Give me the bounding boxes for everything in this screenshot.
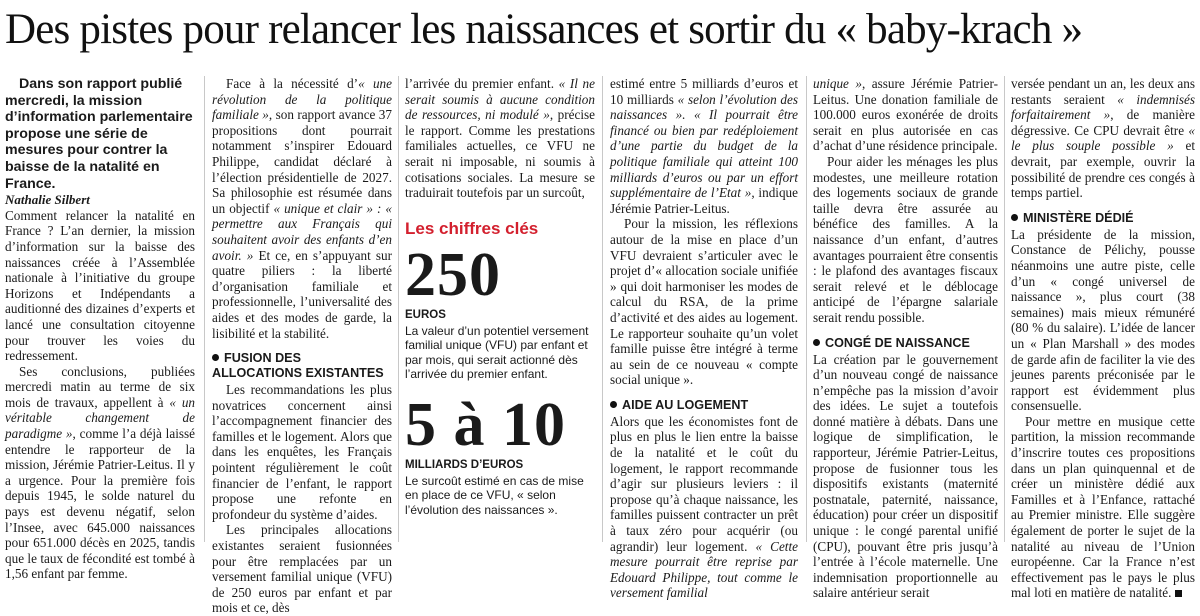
column-rule <box>204 76 205 542</box>
headline: Des pistes pour relancer les naissances et sortir du « baby-krach » <box>5 6 1083 53</box>
stat-value: 250 <box>405 241 501 310</box>
column-rule <box>602 76 603 542</box>
chapo: Dans son rapport publié mercredi, la mission d’information parlementaire propose une série de mesures pour contrer la baisse de la natalité en France. <box>5 76 193 192</box>
paragraph: Face à la nécessité d’« une révolution de la politique familiale », son rapport avance 37 propositions dont pourrait notamment s’inspirer Edouard Philippe, candidat déclaré à l’élection présidentielle de 2027. Sa philosophie est résumée dans un objectif « unique et clair » : « permettre aux Français qui souhaitent avoir des enfants d’en avoir. » Et ce, en s’appuyant sur quatre piliers : la liberté d’organisation familiale et professionnelle, l’universalité des aides et des modes de garde, la lisibilité et la stabilité. <box>212 76 393 341</box>
paragraph: Pour la mission, les réflexions autour de la mise en place d’un VFU devraient s’articuler avec le projet d’« allocation sociale unifiée » qui doit harmoniser les modes de calcul du RSA, de la prime d’activité et des aides au logement. Le rapporteur souhaite qu’un volet famille puisse être intégré à terme au sein de ce nouveau « compte social unique ». <box>610 216 798 388</box>
paragraph: La présidente de la mission, Constance de Pélichy, pousse néanmoins une autre piste, celle d’un « congé universel de naissance », plus court (38 semaines) mais mieux rémunéré (80 % du salaire). L’idée de lancer un « Plan Marshall » des modes de garde afin de faciliter la vie des jeunes parents préconisée par le rapport est évidemment plus consensuelle. <box>1011 226 1195 414</box>
column-1 <box>5 76 195 582</box>
paragraph: l’arrivée du premier enfant. « Il ne serait soumis à aucune condition de ressources, ni modulé », précise le rapport. Comme les prestations familiales actuelles, ce VFU ne serait ni imposable, ni soumis à cotisations sociales. La mesure se traduirait toutefois par un surcoût, <box>405 76 595 201</box>
column-rule <box>398 76 399 542</box>
bullet-icon <box>610 401 617 408</box>
column-3 <box>405 76 595 531</box>
paragraph: Les recommandations les plus novatrices concernent ainsi l’accompagnement financier des familles et le logement. Alors que dans les enquêtes, les Français pointent régulièrement le coût financier de l’enfant, le rapport propose une refonte en profondeur du système d’aides. <box>212 382 392 522</box>
column-6 <box>1011 76 1195 601</box>
column-2 <box>212 76 392 616</box>
paragraph: Pour mettre en musique cette partition, la mission recommande d’inscrire toutes ces propositions dans un plan quinquennal et de créer un ministère dédié aux Familles et à l’Enfance, rattaché au Premier ministre. Elle suggère également de porter le sujet de la natalité au niveau de l’Union européenne. Car la France n’est effectivement pas le pays le plus mal loti en matière de natalité. <box>1011 413 1195 601</box>
bullet-icon <box>813 339 820 346</box>
stat-description: La valeur d’un potentiel versement familial unique (VFU) par enfant et par mois, qui serait actionné dès l’arrivée du premier enfant. <box>405 323 589 382</box>
paragraph: estimé entre 5 milliards d’euros et 10 milliards « selon l’évolution des naissances ». « Il pourrait être financé ou bien par redéploiement d’une partie du budget de la politique familiale qui atteint 100 milliards d’euros ou par un effort supplémentaire de l’Etat », indique Jérémie Patrier-Leitus. <box>610 76 799 216</box>
paragraph: versée pendant un an, les deux ans restants seraient « indemnisés forfaitairement », de manière dégressive. Ce CPU devrait être « le plus souple possible » et devrait, par exemple, ouvrir la possibilité de prendre ces congés à temps partiel. <box>1011 76 1195 201</box>
byline: Nathalie Silbert <box>5 192 90 208</box>
column-rule <box>806 76 807 542</box>
stat-description: Le surcoût estimé en cas de mise en place de ce VFU, « selon l’évolution des naissances ». <box>405 473 584 517</box>
bullet-icon <box>1011 214 1018 221</box>
section-heading: FUSION DES ALLOCATIONS EXISTANTES <box>212 351 384 381</box>
key-figures-box <box>405 218 595 517</box>
paragraph: Pour aider les ménages les plus modestes, une meilleure rotation des logements sociaux de grande taille devra être assurée au bénéfice des familles. A la naissance d’un enfant, d’autres avantages pourraient être consentis : le plafond des avantages fiscaux serait relevé et le déblocage anticipé de l’épargne salariale serait rendu possible. <box>813 153 998 325</box>
stat-label: MILLIARDS D’EUROS <box>405 458 524 471</box>
stat-label: EUROS <box>405 309 446 322</box>
column-rule <box>1004 76 1005 542</box>
section-heading: AIDE AU LOGEMENT <box>610 398 798 413</box>
paragraph: Les principales allocations existantes seraient fusionnées pour être remplacées par un versement familial unique (VFU) de 250 euros par enfant et par mois et ce, dès <box>212 522 392 616</box>
paragraph: Comment relancer la natalité en France ? L’an dernier, la mission d’information sur la baisse des naissances créée à l’Assemblée nationale à l’initiative du groupe Horizons et Indépendants a auditionné des dizaines d’experts et lancé une consultation citoyenne pour trouver les voies du redressement. <box>5 207 195 364</box>
bullet-icon <box>212 354 219 361</box>
end-of-article-icon <box>1175 590 1182 597</box>
paragraph: unique », assure Jérémie Patrier-Leitus. Une donation familiale de 100.000 euros exonérée de droits serait en plus autorisée en cas d’achat d’une résidence principale. <box>813 76 998 154</box>
column-5 <box>813 76 998 601</box>
section-heading: MINISTÈRE DÉDIÉ <box>1011 211 1195 226</box>
paragraph: Ses conclusions, publiées mercredi matin au terme de six mois de travaux, appellent à « un véritable changement de paradigme », comme l’a déjà laissé entendre le rapporteur de la mission, Jérémie Patrier-Leitus. Il y a urgence. Pour la première fois depuis 1945, le solde naturel du pays est devenu négatif, selon l’Insee, avec 645.000 naissances pour 651.000 décès en 2025, tandis que le taux de fécondité est tombé à 1,56 enfant par femme. <box>5 363 196 582</box>
paragraph: Alors que les économistes font de plus en plus le lien entre la baisse de la natalité et le coût du logement, le rapport recommande d’agir sur plusieurs leviers : il propose qu’à chaque naissance, les familles puissent contracter un prêt à taux zéro pour acquérir (ou agrandir) leur logement. « Cette mesure pourrait être reprise par Edouard Philippe, tout comme le versement familial <box>610 413 798 601</box>
stat-value: 5 à 10 <box>405 390 566 459</box>
section-heading: CONGÉ DE NAISSANCE <box>813 336 998 351</box>
column-4 <box>610 76 798 601</box>
key-figures-title: Les chiffres clés <box>405 218 539 238</box>
paragraph: La création par le gouvernement d’un nouveau congé de naissance n’empêche pas la mission d’avoir des idées. Le sujet a toutefois donné matière à débats. Dans une logique de simplification, le rapporteur, Jérémie Patrier-Leitus, propose de fusionner tous les dispositifs existants (maternité postnatale, paternité, naissance, éducation) pour créer un dispositif unique : le congé parental unifié (CPU), pouvant être pris jusqu’à l’entrée à l’école maternelle. Une indemnisation proportionnelle au salaire antérieur serait <box>813 351 998 601</box>
